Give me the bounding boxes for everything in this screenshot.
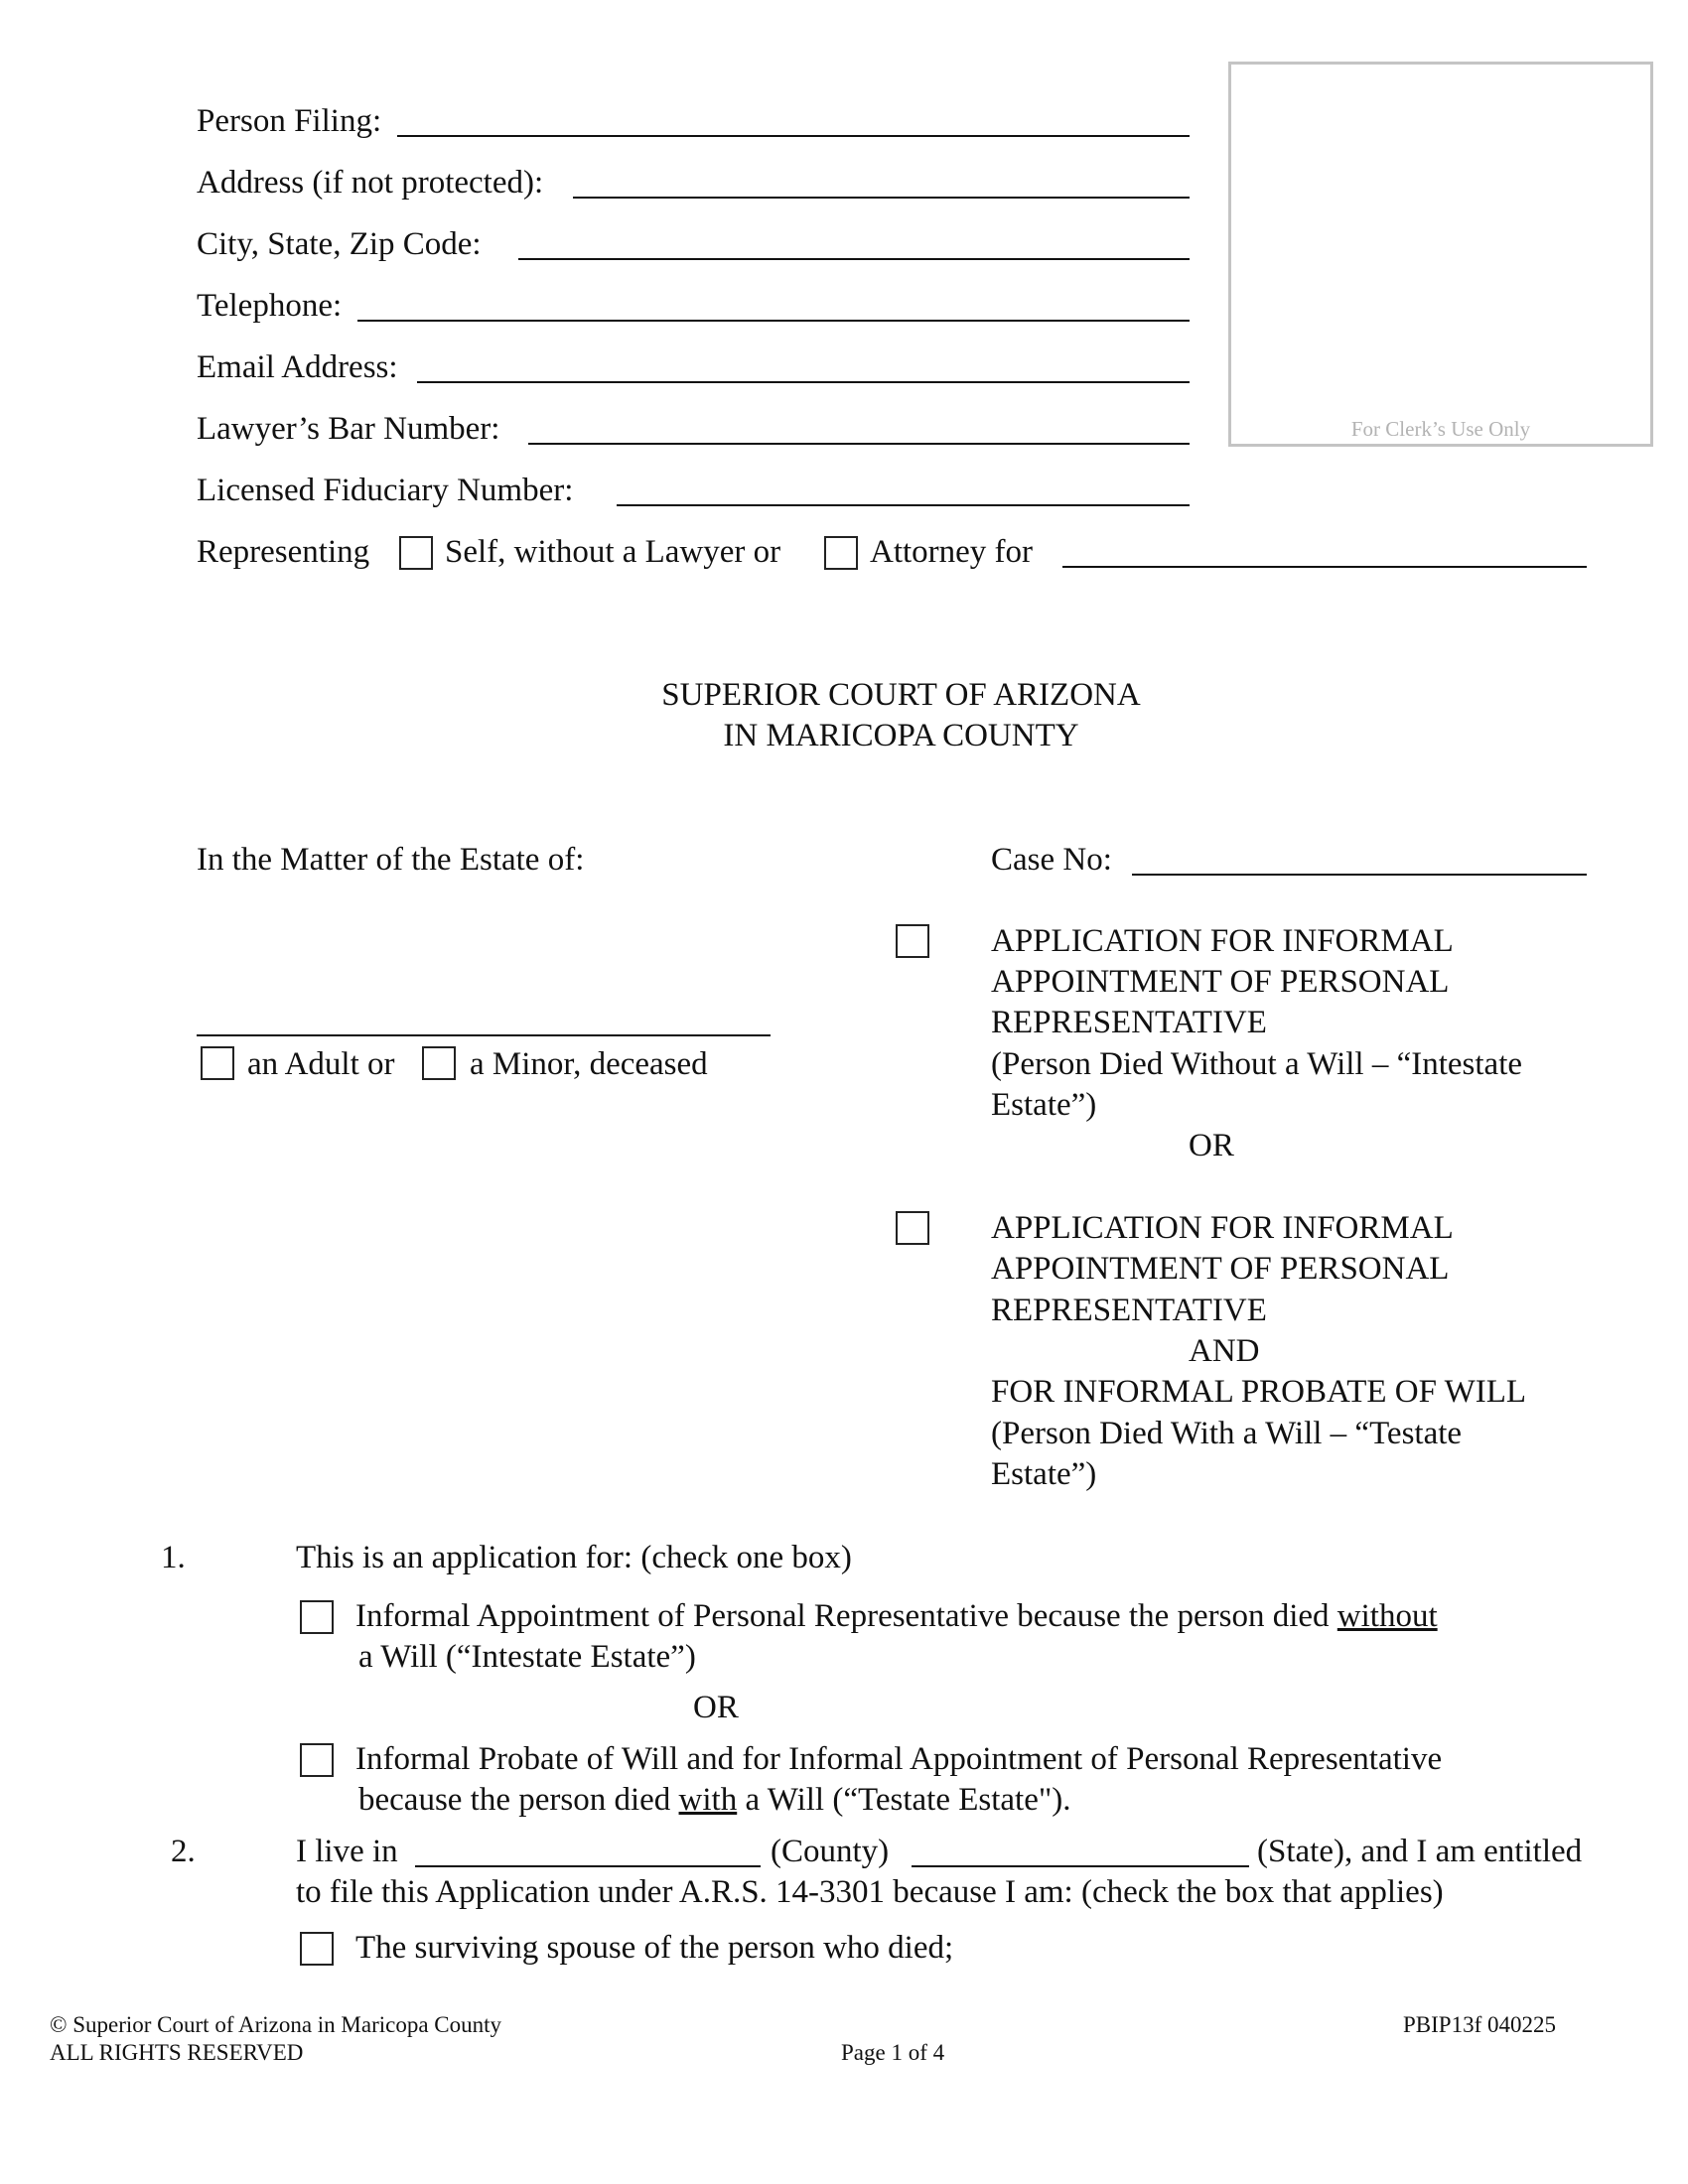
person-filing-input[interactable]	[397, 135, 1190, 137]
estate-name-input[interactable]	[197, 1034, 771, 1036]
intestate-title-line5: Estate”)	[991, 1087, 1097, 1123]
testate-title-checkbox[interactable]	[896, 1211, 929, 1245]
minor-option-label: a Minor, deceased	[470, 1046, 708, 1082]
minor-checkbox[interactable]	[422, 1046, 456, 1080]
person-filing-label: Person Filing:	[197, 103, 382, 139]
attorney-for-input[interactable]	[1062, 566, 1587, 568]
item-1-option-1-line1: Informal Appointment of Personal Representative because the person died without	[355, 1598, 1438, 1634]
self-option-label: Self, without a Lawyer or	[445, 534, 781, 570]
testate-title-line2: APPOINTMENT OF PERSONAL	[991, 1251, 1450, 1287]
address-input[interactable]	[573, 197, 1190, 199]
attorney-checkbox[interactable]	[824, 536, 858, 570]
telephone-input[interactable]	[357, 320, 1190, 322]
item-1-text: This is an application for: (check one box)	[296, 1540, 852, 1575]
email-label: Email Address:	[197, 349, 398, 385]
county-input[interactable]	[415, 1865, 761, 1867]
telephone-label: Telephone:	[197, 288, 343, 324]
intestate-title-line1: APPLICATION FOR INFORMAL	[991, 923, 1454, 959]
footer-form-code: PBIP13f 040225	[1403, 2012, 1556, 2037]
intestate-title-line2: APPOINTMENT OF PERSONAL	[991, 964, 1450, 1000]
self-checkbox[interactable]	[399, 536, 433, 570]
county-label: (County)	[771, 1834, 890, 1869]
footer-copyright: © Superior Court of Arizona in Maricopa County	[50, 2012, 502, 2037]
court-name-line2: IN MARICOPA COUNTY	[723, 718, 1079, 753]
clerk-use-label: For Clerk’s Use Only	[1350, 416, 1531, 441]
city-state-zip-input[interactable]	[518, 258, 1190, 260]
clerk-use-box	[1228, 62, 1653, 447]
intestate-title-checkbox[interactable]	[896, 924, 929, 958]
city-state-zip-label: City, State, Zip Code:	[197, 226, 482, 262]
title-or-divider: OR	[1189, 1128, 1234, 1163]
item-1-or-divider: OR	[693, 1690, 739, 1725]
live-in-label: I live in	[296, 1834, 398, 1869]
intestate-checkbox[interactable]	[300, 1600, 334, 1634]
fiduciary-number-label: Licensed Fiduciary Number:	[197, 473, 574, 508]
testate-title-line5: (Person Died With a Will – “Testate	[991, 1416, 1463, 1451]
testate-title-line4: FOR INFORMAL PROBATE OF WILL	[991, 1374, 1527, 1410]
item-1-option-2-line1: Informal Probate of Will and for Informal Appointment of Personal Representative	[355, 1741, 1443, 1777]
testate-title-line6: Estate”)	[991, 1456, 1097, 1492]
testate-title-line3: REPRESENTATIVE	[991, 1293, 1267, 1328]
case-no-label: Case No:	[991, 842, 1112, 878]
item-1-number: 1.	[161, 1540, 186, 1575]
case-no-input[interactable]	[1132, 874, 1587, 876]
address-label: Address (if not protected):	[197, 165, 544, 201]
testate-checkbox[interactable]	[300, 1743, 334, 1777]
attorney-option-label: Attorney for	[870, 534, 1034, 570]
footer-page-number: Page 1 of 4	[841, 2040, 945, 2065]
item-2-text-line2: to file this Application under A.R.S. 14-3301 because I am: (check the box that applies)	[296, 1874, 1444, 1910]
state-input[interactable]	[912, 1865, 1249, 1867]
intestate-title-line3: REPRESENTATIVE	[991, 1005, 1267, 1040]
fiduciary-number-input[interactable]	[617, 504, 1190, 506]
intestate-title-line4: (Person Died Without a Will – “Intestate	[991, 1046, 1523, 1082]
bar-number-label: Lawyer’s Bar Number:	[197, 411, 500, 447]
matter-of-label: In the Matter of the Estate of:	[197, 842, 585, 878]
item-2-number: 2.	[171, 1834, 196, 1869]
testate-title-line1: APPLICATION FOR INFORMAL	[991, 1210, 1454, 1246]
surviving-spouse-label: The surviving spouse of the person who died;	[355, 1930, 954, 1966]
adult-checkbox[interactable]	[201, 1046, 234, 1080]
item-1-option-2-line2: because the person died with a Will (“Testate Estate").	[358, 1782, 1071, 1818]
representing-label: Representing	[197, 534, 370, 570]
court-name-line1: SUPERIOR COURT OF ARIZONA	[661, 677, 1141, 713]
state-label: (State), and I am entitled	[1257, 1834, 1583, 1869]
footer-rights: ALL RIGHTS RESERVED	[50, 2040, 304, 2065]
item-1-option-1-line2: a Will (“Intestate Estate”)	[358, 1639, 696, 1675]
bar-number-input[interactable]	[528, 443, 1190, 445]
testate-title-and: AND	[1189, 1333, 1260, 1369]
email-input[interactable]	[417, 381, 1190, 383]
surviving-spouse-checkbox[interactable]	[300, 1932, 334, 1966]
adult-option-label: an Adult or	[247, 1046, 395, 1082]
